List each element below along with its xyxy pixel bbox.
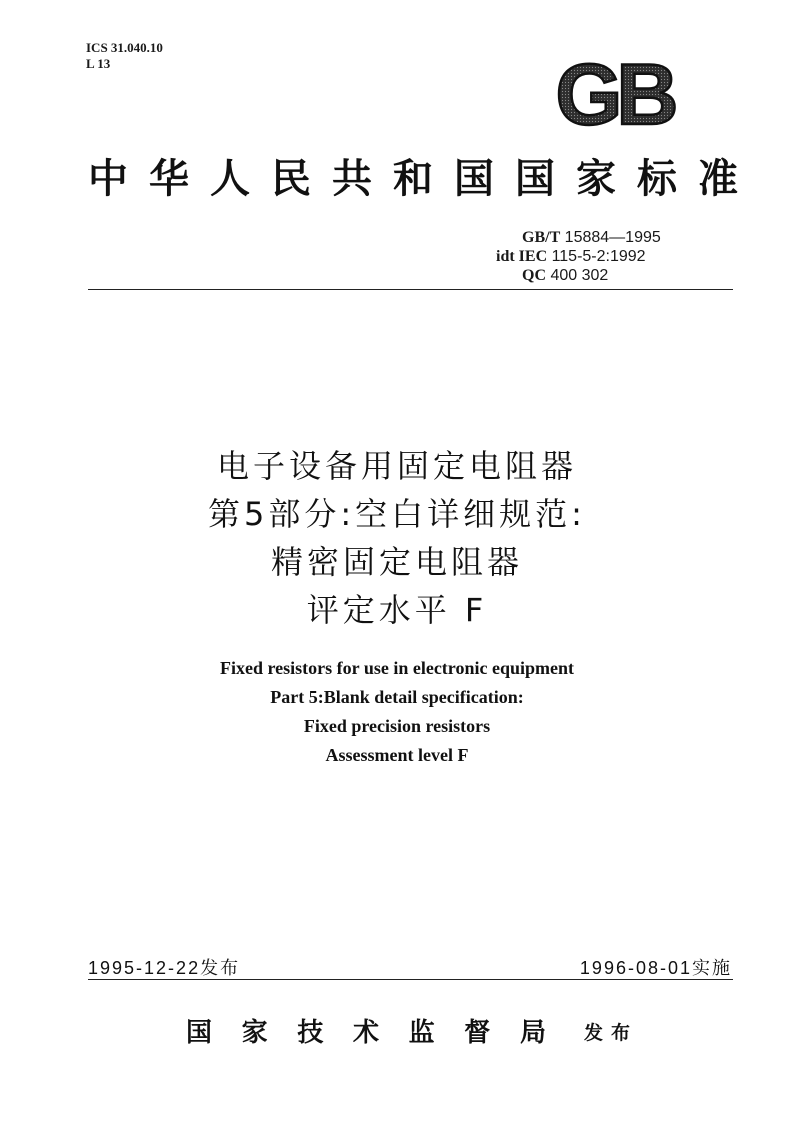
issuer-char: 督 (464, 1018, 491, 1048)
issuer-char: 局 (519, 1018, 546, 1048)
english-title (0, 654, 794, 770)
national-title-char: 人 (210, 155, 250, 202)
chinese-title-line: 第5部分:空白详细规范: (208, 495, 586, 533)
idt-standard-number (496, 247, 661, 266)
idt-number: 115-5-2:1992 (547, 248, 646, 265)
gb-number: 15884—1995 (560, 229, 661, 246)
chinese-title-line: 评定水平 F (306, 591, 488, 629)
chinese-title-line: 电子设备用固定电阻器 (216, 447, 577, 485)
english-title-line: Part 5:Blank detail specification: (270, 687, 524, 707)
gb-prefix: GB/T (522, 229, 561, 246)
ccs-code: L 13 (86, 56, 111, 71)
gb-logo (540, 60, 688, 132)
english-title-line: Fixed precision resistors (303, 716, 491, 736)
issuer-char: 术 (352, 1018, 379, 1048)
national-title-char: 民 (271, 155, 311, 202)
top-divider (88, 289, 733, 290)
gb-logo-text: GB (555, 60, 673, 132)
issue-date: 1995-12-22发布 (88, 958, 241, 978)
issuer-char: 国 (186, 1018, 213, 1048)
english-title-line: Assessment level F (325, 745, 469, 765)
national-title-char: 家 (576, 155, 616, 202)
qc-standard-number (496, 266, 661, 285)
english-title-line: Fixed resistors for use in electronic equipment (220, 658, 574, 678)
qc-prefix: QC (522, 267, 546, 284)
issue-action: 发布 (584, 1022, 639, 1044)
issuer-char: 监 (408, 1018, 435, 1048)
national-title-char: 准 (698, 155, 738, 202)
national-title-char: 华 (149, 155, 189, 202)
national-title-char: 共 (332, 155, 372, 202)
national-title-char: 中 (88, 155, 128, 202)
national-title-char: 标 (637, 155, 677, 202)
classification-codes (86, 40, 163, 72)
idt-prefix: idt IEC (496, 248, 548, 265)
national-standard-title (88, 148, 738, 202)
national-title-char: 和 (393, 155, 433, 202)
gb-standard-number (496, 228, 661, 247)
chinese-title-line: 精密固定电阻器 (270, 543, 523, 581)
chinese-title (0, 442, 794, 634)
issuer-char: 技 (297, 1018, 324, 1048)
issuing-authority (186, 1012, 546, 1049)
standard-numbers (496, 228, 661, 285)
qc-number: 400 302 (546, 267, 609, 284)
implementation-date: 1996-08-01实施 (579, 958, 732, 978)
issuer-char: 家 (241, 1018, 268, 1048)
ics-code: ICS 31.040.10 (86, 40, 163, 55)
bottom-divider (88, 979, 733, 980)
national-title-char: 国 (515, 155, 555, 202)
national-title-char: 国 (454, 155, 494, 202)
